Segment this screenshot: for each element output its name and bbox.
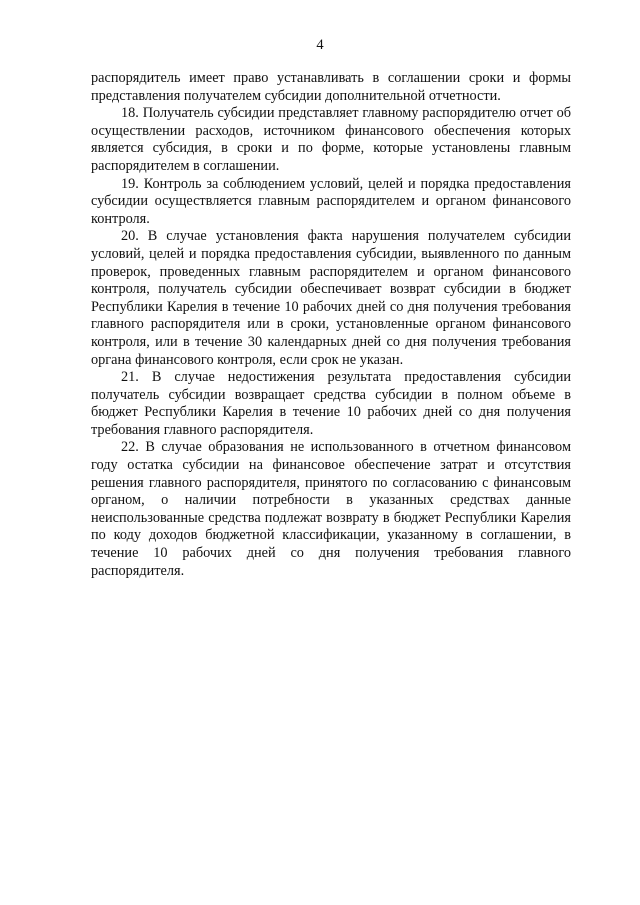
paragraph-20: 20. В случае установления факта нарушения получателем субсидии условий, целей и порядка предоставления субсидии, выявленного по данным проверок, проведенных главным распорядителем и органом финансового контроля, получатель субсидии обеспечивает возврат субсидии в бюджет Республики Карелия в течение 10 рабочих дней со дня получения требования главного распорядителя или в сроки, установленные органом финансового контроля, или в течение 30 календарных дней со дня получения требования органа финансового контроля, если срок не указан.	[91, 228, 571, 368]
page-number: 4	[316, 37, 324, 53]
paragraph-18: 18. Получатель субсидии представляет главному распорядителю отчет об осуществлении расходов, источником финансового обеспечения которых является субсидия, в сроки и по форме, которые установлены главным распорядителем в соглашении.	[91, 105, 571, 174]
paragraph-continuation: распорядитель имеет право устанавливать в соглашении сроки и формы представления получателем субсидии дополнительной отчетности.	[91, 70, 571, 104]
paragraph-22: 22. В случае образования не использованного в отчетном финансовом году остатка субсидии на финансовое обеспечение затрат и отсутствия решения главного распорядителя, принятого по согласованию с финансовым органом, о наличии потребности в указанных средствах данные неиспользованные средства подлежат возврату в бюджет Республики Карелия по коду доходов бюджетной классификации, указанному в соглашении, в течение 10 рабочих дней со дня получения требования главного распорядителя.	[91, 439, 571, 579]
paragraph-21: 21. В случае недостижения результата предоставления субсидии получатель субсидии возвращает средства субсидии в полном объеме в бюджет Республики Карелия в течение 10 рабочих дней со дня получения требования главного распорядителя.	[91, 369, 571, 438]
paragraph-19: 19. Контроль за соблюдением условий, целей и порядка предоставления субсидии осуществляется главным распорядителем и органом финансового контроля.	[91, 175, 571, 227]
document-body	[91, 70, 571, 580]
